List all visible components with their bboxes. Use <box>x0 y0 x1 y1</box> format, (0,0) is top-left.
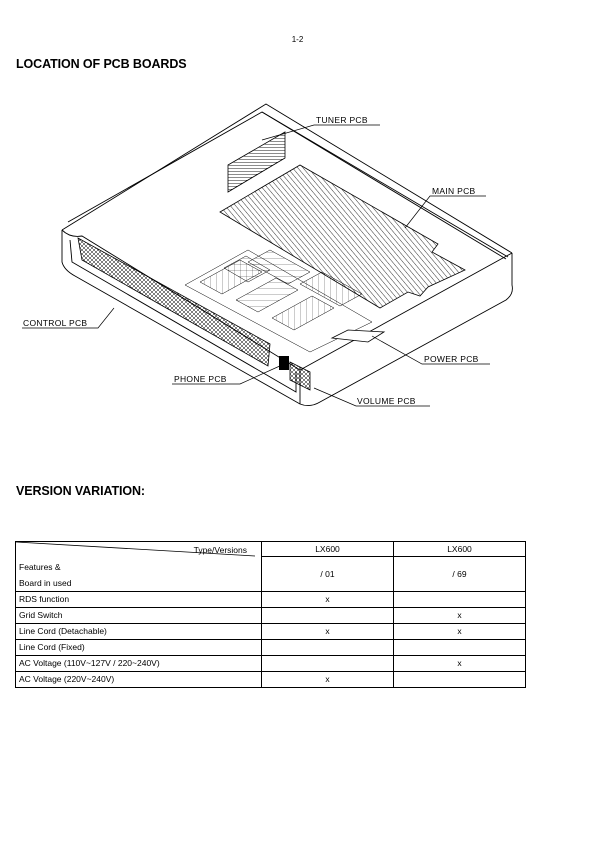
value-cell: x <box>262 592 394 608</box>
phone-pcb-board <box>279 356 289 370</box>
table-row <box>16 624 526 640</box>
value-cell <box>262 608 394 624</box>
type-versions-label: Type/Versions <box>193 545 247 555</box>
section-title-version-variation: VERSION VARIATION: <box>16 484 145 498</box>
value-cell <box>394 640 526 656</box>
table-row <box>16 592 526 608</box>
value-cell <box>262 656 394 672</box>
value-cell: x <box>262 624 394 640</box>
value-cell: x <box>394 608 526 624</box>
feature-cell: AC Voltage (110V~127V / 220~240V) <box>16 656 262 672</box>
board-in-used-label: Board in used <box>19 578 72 588</box>
table-row <box>16 656 526 672</box>
feature-cell: Grid Switch <box>16 608 262 624</box>
label-tuner-pcb: TUNER PCB <box>316 115 368 125</box>
header-diagonal-cell <box>16 542 262 592</box>
section-title-pcb-location: LOCATION OF PCB BOARDS <box>16 57 187 71</box>
value-cell <box>394 672 526 688</box>
label-power-pcb: POWER PCB <box>424 354 479 364</box>
value-cell <box>394 592 526 608</box>
table-row <box>16 640 526 656</box>
page-number: 1-2 <box>291 35 304 44</box>
feature-cell: Line Cord (Fixed) <box>16 640 262 656</box>
feature-cell: Line Cord (Detachable) <box>16 624 262 640</box>
value-cell: x <box>394 624 526 640</box>
label-volume-pcb: VOLUME PCB <box>357 396 416 406</box>
features-label: Features & <box>19 562 61 572</box>
version-variation-table <box>15 541 526 688</box>
value-cell: x <box>394 656 526 672</box>
feature-cell: AC Voltage (220V~240V) <box>16 672 262 688</box>
table-row <box>16 672 526 688</box>
value-cell <box>262 640 394 656</box>
column-header: LX600 <box>262 542 394 557</box>
column-header: LX600 <box>394 542 526 557</box>
value-cell: x <box>262 672 394 688</box>
pcb-location-diagram <box>0 95 595 425</box>
feature-cell: RDS function <box>16 592 262 608</box>
label-phone-pcb: PHONE PCB <box>174 374 227 384</box>
label-control-pcb: CONTROL PCB <box>23 318 88 328</box>
board-cell: / 69 <box>394 557 526 592</box>
label-main-pcb: MAIN PCB <box>432 186 476 196</box>
table-row <box>16 608 526 624</box>
board-cell: / 01 <box>262 557 394 592</box>
